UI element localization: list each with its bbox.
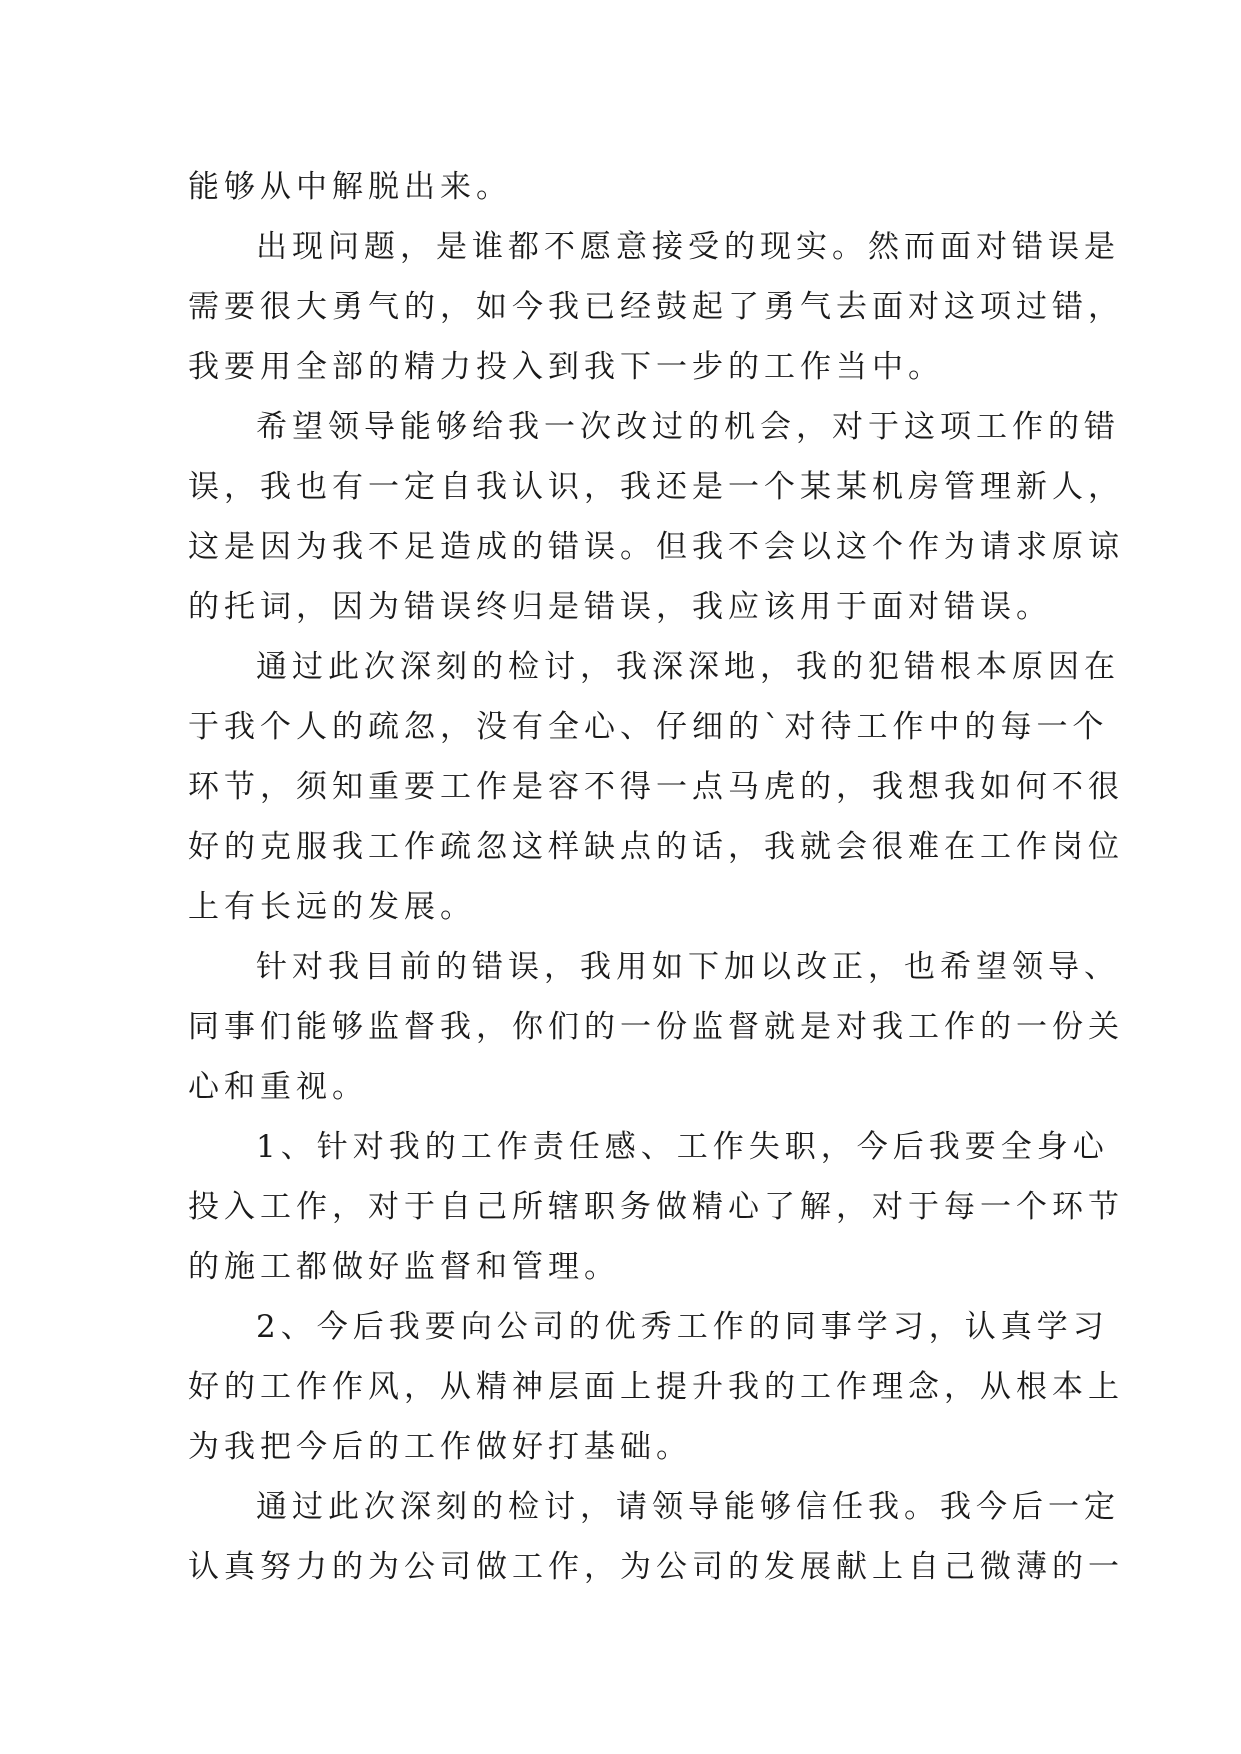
text-line: 心和重视。 bbox=[188, 1069, 368, 1105]
text-line: 这是因为我不足造成的错误。但我不会以这个作为请求原谅 bbox=[188, 529, 1124, 565]
document-body bbox=[188, 157, 1124, 1597]
text-line: 误，我也有一定自我认识，我还是一个某某机房管理新人， bbox=[188, 469, 1124, 505]
text-line: 通过此次深刻的检讨，我深深地，我的犯错根本原因在 bbox=[256, 649, 1120, 685]
text-line: 需要很大勇气的，如今我已经鼓起了勇气去面对这项过错， bbox=[188, 289, 1124, 325]
text-line: 投入工作，对于自己所辖职务做精心了解，对于每一个环节 bbox=[188, 1189, 1124, 1225]
text-line: 我要用全部的精力投入到我下一步的工作当中。 bbox=[188, 349, 944, 385]
text-line: 环节，须知重要工作是容不得一点马虎的，我想我如何不很 bbox=[188, 769, 1124, 805]
text-line: 希望领导能够给我一次改过的机会，对于这项工作的错 bbox=[256, 409, 1120, 445]
text-line: 通过此次深刻的检讨，请领导能够信任我。我今后一定 bbox=[256, 1489, 1120, 1525]
text-line: 好的工作作风，从精神层面上提升我的工作理念，从根本上 bbox=[188, 1369, 1124, 1405]
text-line: 同事们能够监督我，你们的一份监督就是对我工作的一份关 bbox=[188, 1009, 1124, 1045]
text-line: 的施工都做好监督和管理。 bbox=[188, 1249, 620, 1285]
text-line: 出现问题，是谁都不愿意接受的现实。然而面对错误是 bbox=[256, 229, 1120, 265]
text-line: 2、今后我要向公司的优秀工作的同事学习，认真学习 bbox=[256, 1309, 1109, 1345]
text-line: 为我把今后的工作做好打基础。 bbox=[188, 1429, 692, 1465]
text-line: 1、针对我的工作责任感、工作失职，今后我要全身心 bbox=[256, 1129, 1109, 1165]
text-line: 能够从中解脱出来。 bbox=[188, 169, 512, 205]
text-line: 于我个人的疏忽，没有全心、仔细的`对待工作中的每一个 bbox=[188, 709, 1109, 745]
text-line: 的托词，因为错误终归是错误，我应该用于面对错误。 bbox=[188, 589, 1052, 625]
text-line: 针对我目前的错误，我用如下加以改正，也希望领导、 bbox=[256, 949, 1120, 985]
text-line: 好的克服我工作疏忽这样缺点的话，我就会很难在工作岗位 bbox=[188, 829, 1124, 865]
text-line: 认真努力的为公司做工作，为公司的发展献上自己微薄的一 bbox=[188, 1549, 1124, 1585]
text-line: 上有长远的发展。 bbox=[188, 889, 476, 925]
